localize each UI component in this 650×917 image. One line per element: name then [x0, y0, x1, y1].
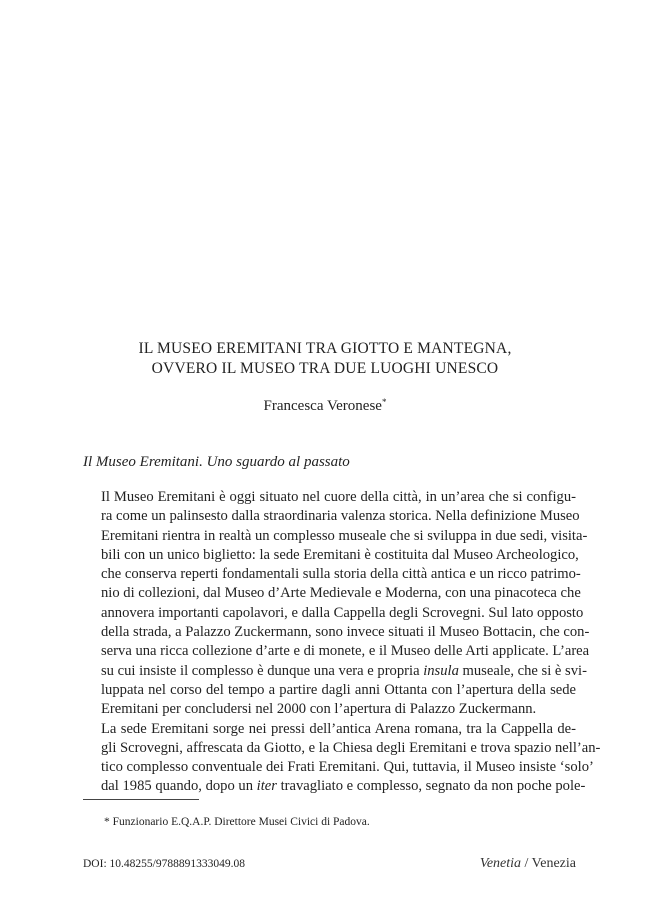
- body-text: [83, 488, 601, 797]
- journal-name-italic: Venetia: [479, 856, 522, 871]
- text-line: annovera importanti capolavori, e dalla Cappella degli Scrovegni. Sul lato opposto: [101, 604, 584, 621]
- text-fragment: museale, che si è svi-: [458, 662, 587, 679]
- title-line-2: OVVERO IL MUSEO TRA DUE LUOGHI UNESCO: [151, 360, 499, 377]
- text-line: La sede Eremitani sorge nei pressi dell’antica Arena romana, tra la Cappella de-: [101, 720, 576, 737]
- text-fragment: dal 1985 quando, dopo un: [101, 778, 257, 795]
- text-fragment: su cui insiste il complesso è dunque una vera e propria: [101, 662, 424, 679]
- journal-name: [480, 856, 576, 872]
- text-line: che conserva reperti fondamentali sulla storia della città antica e un ricco patrimo-: [101, 566, 581, 583]
- section-heading: Il Museo Eremitani. Uno sguardo al passato: [83, 454, 350, 470]
- italic-term: insula: [423, 662, 459, 679]
- author-line: [0, 397, 650, 415]
- journal-name-rest: / Venezia: [521, 856, 576, 871]
- title-line-1: IL MUSEO EREMITANI TRA GIOTTO E MANTEGNA,: [138, 340, 512, 357]
- doi-link[interactable]: DOI: 10.48255/9788891333049.08: [83, 858, 245, 870]
- text-line: Il Museo Eremitani è oggi situato nel cuore della città, in un’area che si configu-: [101, 489, 576, 505]
- text-line: [83, 777, 586, 796]
- text-line: serva una ricca collezione d’arte e di monete, e il Museo delle Arti applicate. L’area: [101, 643, 590, 660]
- text-line: bili con un unico biglietto: la sede Eremitani è costituita dal Museo Archeologico,: [101, 546, 579, 563]
- text-line: luppata nel corso del tempo a partire dagli anni Ottanta con l’apertura della sede: [101, 681, 576, 698]
- text-line: Eremitani rientra in realtà un complesso museale che si sviluppa in due sedi, visita-: [101, 527, 588, 544]
- text-line: ra come un palinsesto dalla straordinaria valenza storica. Nella definizione Museo: [101, 508, 580, 525]
- article-title: [0, 339, 650, 379]
- text-line: [83, 662, 587, 681]
- footnote-marker: *: [381, 397, 387, 407]
- footnote-divider: [83, 799, 199, 800]
- author-name: Francesca Veronese: [263, 398, 382, 414]
- footnote: * Funzionario E.Q.A.P. Direttore Musei Civici di Padova.: [104, 816, 370, 828]
- text-line: nio di collezioni, dal Museo d’Arte Medievale e Moderna, con una pinacoteca che: [101, 585, 581, 602]
- paragraph-2: [83, 720, 601, 797]
- paragraph-1: [83, 488, 590, 720]
- text-line: della strada, a Palazzo Zuckermann, sono invece situati il Museo Bottacin, che con-: [101, 624, 590, 641]
- text-line: Eremitani per concludersi nel 2000 con l’apertura di Palazzo Zuckermann.: [101, 701, 537, 718]
- italic-term: iter: [256, 778, 277, 795]
- text-line: tico complesso conventuale dei Frati Eremitani. Qui, tuttavia, il Museo insiste ‘solo’: [101, 759, 594, 776]
- text-fragment: travagliato e complesso, segnato da non poche pole-: [276, 778, 586, 795]
- text-line: gli Scrovegni, affrescata da Giotto, e la Chiesa degli Eremitani e trova spazio nell’an-: [101, 739, 601, 756]
